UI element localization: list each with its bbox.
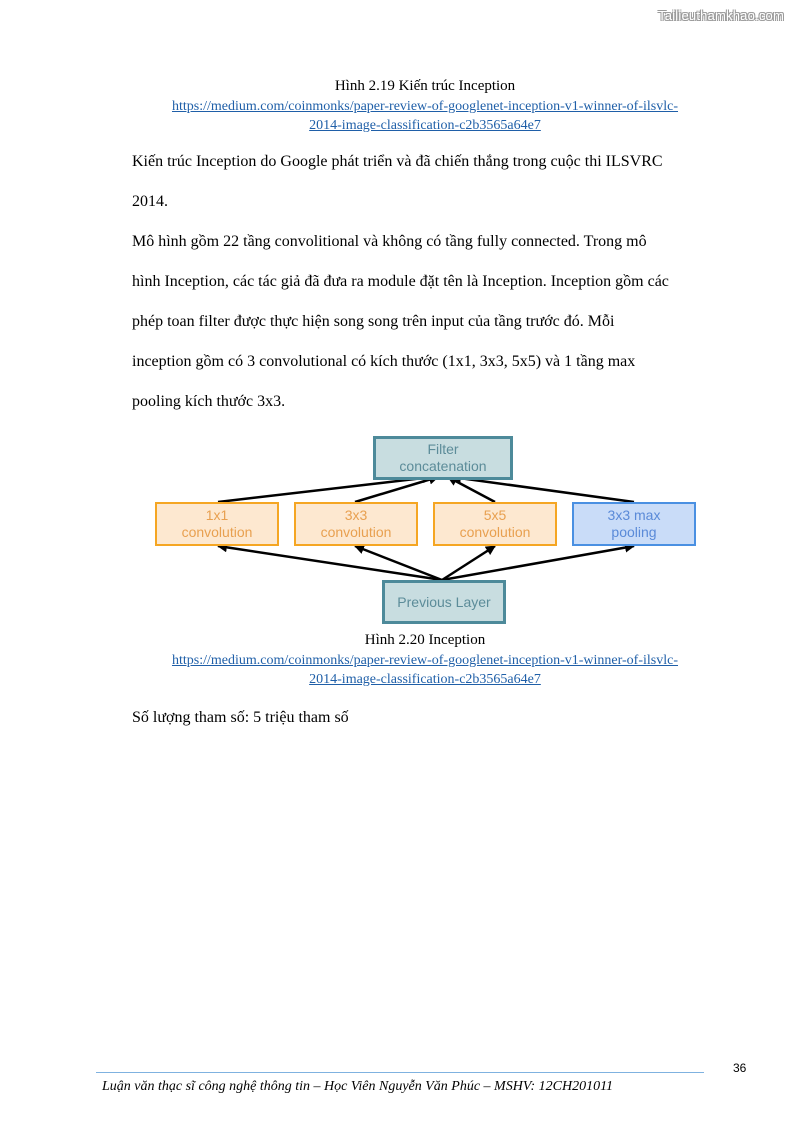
box-label: convolution xyxy=(320,524,392,540)
box-label: 1x1 xyxy=(205,507,229,523)
box-label: convolution xyxy=(459,524,531,540)
paragraph-param-count xyxy=(132,698,349,738)
link-line-2[interactable]: 2014-image-classification-c2b3565a64e7 xyxy=(309,118,541,133)
box-label: 5x5 xyxy=(483,507,507,523)
box-label: 3x3 max xyxy=(607,507,661,523)
link-line-2[interactable]: 2014-image-classification-c2b3565a64e7 xyxy=(309,672,541,687)
box-label: pooling xyxy=(611,524,657,540)
conv-3x3-box xyxy=(294,502,418,546)
page-footer: Luận văn thạc sĩ công nghệ thông tin – Học Viên Nguyễn Văn Phúc – MSHV: 12CH201011 xyxy=(102,1079,614,1094)
paragraph-line: inception gồm có 3 convolutional có kích thước (1x1, 3x3, 5x5) và 1 tầng max xyxy=(132,353,636,370)
conv-1x1-box xyxy=(155,502,279,546)
link-line-1[interactable]: https://medium.com/coinmonks/paper-review-of-googlenet-inception-v1-winner-of-ilsvlc- xyxy=(171,653,679,668)
paragraph-line: phép toan filter được thực hiện song song trên input của tầng trước đó. Mỗi xyxy=(132,313,615,330)
link-line-1[interactable]: https://medium.com/coinmonks/paper-review-of-googlenet-inception-v1-winner-of-ilsvlc- xyxy=(171,99,679,114)
figure-link-2-19[interactable] xyxy=(0,97,794,135)
paragraph-ilsvrc xyxy=(132,142,663,222)
conv-5x5-box xyxy=(433,502,557,546)
arrow-pool-to-concat xyxy=(452,477,634,502)
page-number: 36 xyxy=(733,1061,747,1075)
box-label: concatenation xyxy=(399,458,487,474)
box-label: Filter xyxy=(427,441,459,457)
filter-concatenation-box xyxy=(373,436,513,480)
box-label: Previous Layer xyxy=(397,593,491,610)
box-label: convolution xyxy=(181,524,253,540)
paragraph-line: pooling kích thước 3x3. xyxy=(132,393,286,410)
paragraph-line: 2014. xyxy=(132,193,168,210)
max-pooling-box xyxy=(572,502,696,546)
paragraph-line: Kiến trúc Inception do Google phát triển và đã chiến thắng trong cuộc thi ILSVRC xyxy=(132,153,663,170)
previous-layer-box xyxy=(382,580,506,624)
arrow-prev-to-1x1 xyxy=(218,546,442,580)
paragraph-inception-description xyxy=(132,222,669,422)
watermark: Tailieuthamkhao.com xyxy=(658,8,784,23)
paragraph-line: hình Inception, các tác giả đã đưa ra module đặt tên là Inception. Inception gồm các xyxy=(132,273,669,290)
figure-caption-2-20: Hình 2.20 Inception xyxy=(364,632,486,648)
paragraph-line: Số lượng tham số: 5 triệu tham số xyxy=(132,709,349,726)
footer-divider xyxy=(96,1072,704,1073)
figure-link-2-20[interactable] xyxy=(0,651,794,689)
figure-caption-2-19: Hình 2.19 Kiến trúc Inception xyxy=(334,78,516,94)
box-label: 3x3 xyxy=(344,507,368,523)
paragraph-line: Mô hình gồm 22 tầng convolitional và không có tầng fully connected. Trong mô xyxy=(132,233,647,250)
inception-module-diagram xyxy=(150,432,710,632)
arrow-prev-to-3x3 xyxy=(355,546,442,580)
